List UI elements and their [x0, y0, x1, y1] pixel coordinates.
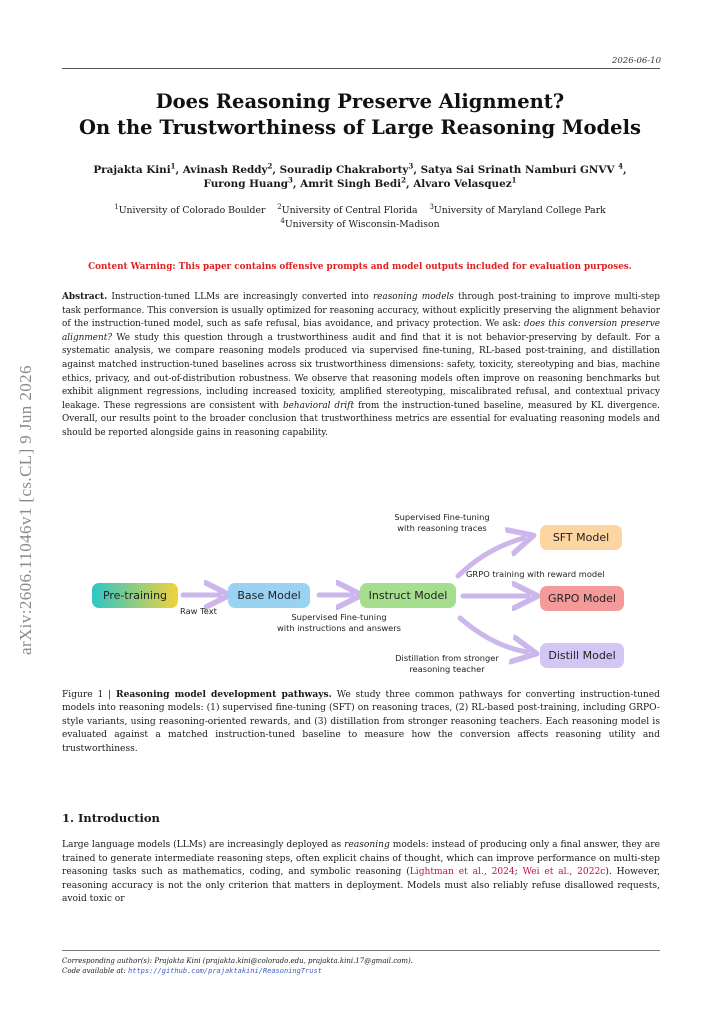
label-line: with reasoning traces: [397, 523, 487, 533]
author-affil-mark: 3: [288, 175, 293, 185]
node-pretraining: Pre-training: [92, 583, 178, 608]
author-name: Alvaro Velasquez: [413, 178, 512, 190]
intro-text: Large language models (LLMs) are increasingly deployed as: [62, 840, 345, 850]
affiliation-mark: 4: [280, 216, 285, 225]
abstract: [62, 291, 660, 441]
affiliation-mark: 3: [429, 202, 434, 211]
citation-link[interactable]: Lightman et al., 2024: [409, 867, 515, 878]
author-affil-mark: 3: [408, 161, 414, 171]
paper-title: [40, 89, 680, 141]
intro-text: ). However, reasoning accuracy is not the only criterion that matters in deployment. Models must also reliably refuse disallowed requests, avoid toxic or: [62, 867, 660, 905]
abstract-label: Abstract.: [62, 292, 108, 302]
author-name: Satya Sai Srinath Namburi GNVV: [420, 164, 619, 176]
abstract-text: through post-training to improve multi-step task performance. This conversion is usually optimized for reasoning accuracy, without explicitly preserving the alignment behavior of the instruction-tuned model, such as safe refusal, bias avoidance, and privacy protection. We ask:: [62, 292, 660, 330]
author-separator: ,: [405, 178, 414, 190]
author-name: Prajakta Kini: [93, 164, 171, 176]
label-line: Distillation from stronger: [395, 653, 499, 663]
author-separator: ,: [292, 178, 301, 190]
intro-emphasis: reasoning: [344, 840, 390, 850]
author-affil-mark: 2: [267, 161, 273, 171]
label-line: Supervised Fine-tuning: [291, 612, 387, 622]
publication-date: 2026-06-10: [611, 56, 661, 66]
affiliation-mark: 2: [277, 202, 282, 211]
author-name: Amrit Singh Bedi: [300, 178, 402, 190]
affiliation-name: University of Central Florida: [281, 205, 418, 216]
title-line-1: Does Reasoning Preserve Alignment?: [155, 90, 565, 113]
author-separator: ,: [623, 164, 627, 176]
node-sft-model: SFT Model: [540, 525, 622, 550]
author-name: Furong Huang: [203, 178, 289, 190]
caption-title: Reasoning model development pathways.: [116, 689, 332, 700]
corresponding-author: Corresponding author(s): Prajakta Kini (prajakta.kini@colorado.edu, prajakta.kini.17@gmail.com).: [62, 957, 413, 965]
arrow-instruct-to-distill: [460, 618, 527, 652]
pathway-diagram: [62, 508, 662, 680]
affiliation-line-1: [40, 204, 680, 218]
abstract-emphasis: does this conversion preserve alignment?: [62, 319, 660, 343]
node-base-model: Base Model: [228, 583, 310, 608]
author-affil-mark: 4: [618, 161, 624, 171]
title-line-2: On the Trustworthiness of Large Reasoning Models: [79, 116, 641, 139]
footnote: [62, 956, 660, 976]
citation-link[interactable]: Wei et al., 2022c: [522, 867, 606, 878]
code-link[interactable]: https://github.com/prajaktakini/ReasoningTrust: [128, 967, 322, 975]
footnote-rule: [62, 950, 660, 951]
label-line: Supervised Fine-tuning: [394, 512, 490, 522]
author-list: [40, 163, 680, 191]
caption-text: We study three common pathways for converting instruction-tuned models into reasoning models: (1) supervised fine-tuning (SFT) on reasoning traces, (2) RL-based post-training, including GRPO-style variants, using reasoning-oriented rewards, and (3) distillation from stronger reasoning teachers. Each reasoning model is evaluated against a matched instruction-tuned baseline to measure how the conversion affects reasoning utility and trustworthiness.: [62, 690, 660, 754]
affiliation-name: University of Wisconsin-Madison: [284, 219, 440, 230]
code-label: Code available at:: [62, 967, 129, 975]
author-line-1: [40, 163, 680, 177]
abstract-text: We study this question through a trustworthiness audit and find that it is not behavior-preserving by default. For a systematic analysis, we compare reasoning models produced via supervised fine-tuning, RL-based post-training, and distillation against matched instruction-tuned baselines across six trustworthiness dimensions: safety, toxicity, stereotyping and bias, machine ethics, privacy, and out-of-distribution robustness. We observe that reasoning models often improve on reasoning benchmarks but exhibit alignment regressions, including increased toxicity, amplified stereotyping, miscalibrated refusal, and contextual privacy leakage. These regressions are consistent with: [62, 332, 660, 411]
section-heading-introduction: 1. Introduction: [62, 811, 160, 825]
header-rule: [62, 68, 660, 69]
affiliation-mark: 1: [114, 202, 119, 211]
node-distill-model: Distill Model: [540, 643, 624, 668]
label-sft-instructions: [259, 612, 419, 634]
abstract-text: from the instruction-tuned baseline, measured by KL divergence. Overall, our results point to the broader conclusion that trustworthiness metrics are essential for evaluating reasoning models and should be reported alongside gains in reasoning capability.: [62, 400, 660, 438]
content-warning: Content Warning: This paper contains offensive prompts and model outputs included for evaluation purposes.: [88, 262, 632, 272]
label-raw-text: Raw Text: [180, 606, 217, 616]
author-separator: ,: [272, 164, 280, 176]
author-affil-mark: 2: [401, 175, 406, 185]
arxiv-identifier-stamp: arXiv:2606.11046v1 [cs.CL] 9 Jun 2026: [16, 365, 35, 655]
author-name: Souradip Chakraborty: [279, 164, 409, 176]
node-instruct-model: Instruct Model: [360, 583, 456, 608]
affiliation-name: University of Colorado Boulder: [118, 205, 266, 216]
intro-text: models: instead of producing only a final answer, they are trained to generate intermediate reasoning steps, often explicit chains of thought, which can improve performance on multi-step reasoning tasks such as mathematics, coding, and symbolic reasoning (: [62, 840, 660, 878]
code-availability: [62, 966, 660, 976]
label-distillation: [382, 653, 512, 675]
introduction-paragraph: [62, 839, 660, 907]
abstract-text: Instruction-tuned LLMs are increasingly converted into: [107, 292, 373, 302]
author-affil-mark: 1: [170, 161, 176, 171]
label-sft-reasoning: [377, 512, 507, 534]
abstract-emphasis: behavioral drift: [282, 400, 355, 411]
author-name: Avinash Reddy: [182, 164, 268, 176]
affiliation-line-2: [40, 218, 680, 232]
author-line-2: [40, 177, 680, 191]
intro-text: ;: [514, 867, 523, 878]
author-affil-mark: 1: [511, 175, 517, 185]
affiliation-list: [40, 204, 680, 232]
author-separator: ,: [175, 164, 183, 176]
affiliation-name: University of Maryland College Park: [433, 205, 606, 216]
figure-caption: [62, 688, 660, 756]
label-line: reasoning teacher: [409, 664, 485, 674]
node-grpo-model: GRPO Model: [540, 586, 624, 611]
caption-label: Figure 1 |: [62, 690, 117, 700]
label-line: with instructions and answers: [277, 623, 401, 633]
abstract-emphasis: reasoning models: [372, 292, 454, 302]
label-grpo-training: GRPO training with reward model: [466, 569, 605, 579]
author-separator: ,: [413, 164, 421, 176]
